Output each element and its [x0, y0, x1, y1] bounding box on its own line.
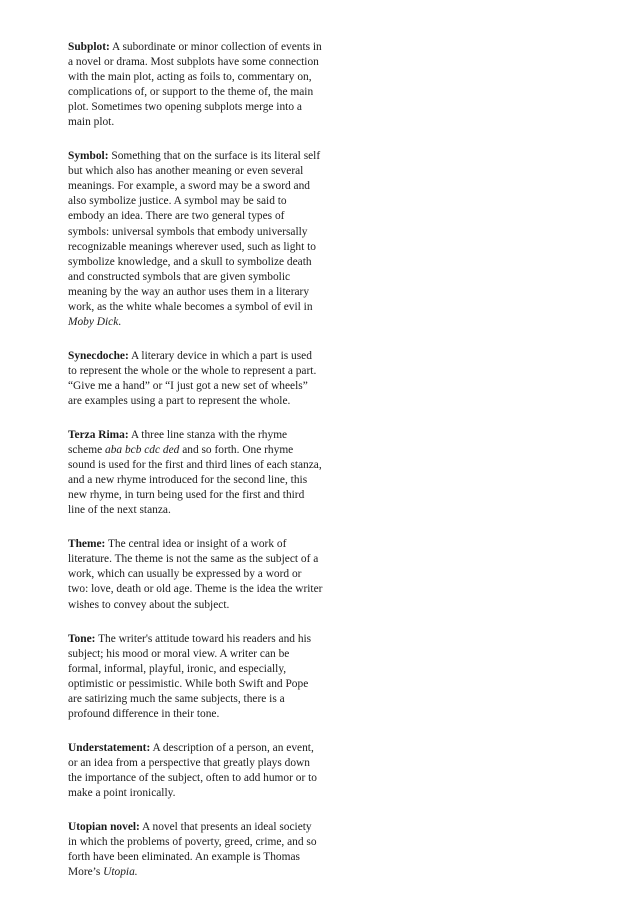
entry-term: Symbol: — [68, 150, 109, 163]
entry-definition-italic: Utopia. — [103, 866, 138, 879]
glossary-entry-synecdoche — [68, 349, 323, 409]
entry-term: Tone: — [68, 632, 96, 645]
entry-definition: . — [118, 315, 122, 328]
entry-definition: The writer's attitude toward his readers and his subject; his mood or moral view. A writer can be formal, informal, playful, ironic, and especially, optimistic or pessimistic. While both Swift and Pope are satirizing much the same subjects, there is a profound difference in their tone. — [68, 632, 312, 720]
entry-definition-italic: aba bcb cdc ded — [105, 444, 180, 457]
entry-definition: A novel that presents an ideal society in which the problems of poverty, greed, crime, and so forth have been eliminated. An example is Thomas More’s — [68, 821, 317, 879]
entry-term: Theme: — [68, 538, 106, 551]
glossary-entry-understatement — [68, 741, 323, 801]
entry-term: Subplot: — [68, 41, 110, 53]
glossary — [68, 40, 323, 899]
entry-definition: A three line stanza with the rhyme scheme — [68, 429, 288, 457]
entry-definition-italic: Moby Dick — [68, 315, 119, 328]
glossary-entry-theme — [68, 537, 323, 612]
entry-term: Terza Rima: — [68, 429, 129, 442]
glossary-entry-terza-rima — [68, 428, 323, 518]
entry-definition: and so forth. One rhyme sound is used for the first and third lines of each stanza, and a new rhyme introduced for the second line, this new rhyme, in turn being used for the first and third line of the next stanza. — [68, 444, 322, 517]
entry-definition: A subordinate or minor collection of events in a novel or drama. Most subplots have some connection with the main plot, acting as foils to, commentary on, complications of, or support to the theme of, the main plot. Sometimes two opening subplots merge into a main plot. — [68, 41, 322, 129]
entry-term: Utopian novel: — [68, 821, 140, 834]
entry-term: Understatement: — [68, 741, 151, 754]
glossary-entry-tone — [68, 632, 323, 722]
glossary-entry-symbol — [68, 149, 323, 330]
entry-definition: The central idea or insight of a work of literature. The theme is not the same as the subject of a work, which can usually be expressed by a word or two: love, death or old age. Theme is the idea the writer wishes to convey about the subject. — [68, 538, 323, 611]
glossary-entry-subplot — [68, 40, 323, 130]
glossary-entry-utopian-novel — [68, 820, 323, 880]
entry-definition: A literary device in which a part is used to represent the whole or the whole to represent a part. “Give me a hand” or “I just got a new set of wheels” are examples using a part to represent the whole. — [68, 349, 317, 407]
entry-term: Synecdoche: — [68, 349, 129, 362]
entry-definition: A description of a person, an event, or an idea from a perspective that greatly plays down the importance of the subject, often to add humor or to make a point ironically. — [68, 741, 317, 799]
entry-definition: Something that on the surface is its literal self but which also has another meaning or even several meanings. For example, a sword may be a sword and also symbolize justice. A symbol may be said to embody an idea. There are two general types of symbols: universal symbols that embody universally recognizable meanings wherever used, such as light to symbolize knowledge, and a skull to symbolize death and constructed symbols that are given symbolic meaning by the way an author uses them in a literary work, as the white whale becomes a symbol of evil in — [68, 150, 321, 313]
